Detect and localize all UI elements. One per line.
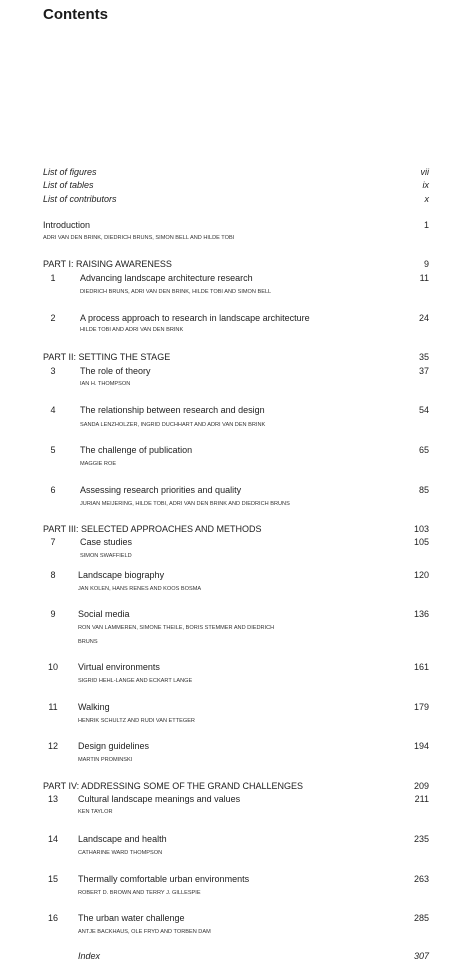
part-label: PART II: SETTING THE STAGE <box>43 352 171 362</box>
chapter-number: 2 <box>50 313 56 323</box>
chapter-number: 7 <box>50 537 56 547</box>
chapter-number: 3 <box>50 366 56 376</box>
chapter-authors: CATHARINE WARD THOMPSON <box>78 850 163 856</box>
chapter-title: Social media <box>78 609 130 619</box>
toc-entry-chapter[interactable] <box>43 874 429 904</box>
toc-entry-chapter[interactable] <box>43 913 429 943</box>
front-matter-page: vii <box>420 167 429 177</box>
part-heading[interactable] <box>43 781 429 792</box>
chapter-page: 194 <box>413 741 429 751</box>
chapter-title: The relationship between research and design <box>80 405 265 415</box>
toc-entry-chapter[interactable] <box>43 485 429 515</box>
toc-entry-chapter[interactable] <box>43 702 429 732</box>
chapter-authors: JURIAN MEIJERING, HILDE TOBI, ADRI VAN DEN BRINK AND DIEDRICH BRUNS <box>80 501 290 507</box>
chapter-page: 136 <box>413 609 429 619</box>
chapter-number: 9 <box>50 609 56 619</box>
front-matter-title: List of figures <box>43 167 97 177</box>
part-page: 9 <box>423 259 429 269</box>
chapter-number: 8 <box>50 570 56 580</box>
chapter-page: 54 <box>418 405 429 415</box>
chapter-page: 24 <box>418 313 429 323</box>
entry-title: Introduction <box>43 220 91 230</box>
toc-entry-chapter[interactable] <box>43 537 429 567</box>
chapter-page: 161 <box>413 662 429 672</box>
chapter-number: 15 <box>47 874 58 884</box>
chapter-page: 263 <box>413 874 429 884</box>
chapter-authors: RON VAN LAMMEREN, SIMONE THEILE, BORIS STEMMER AND DIEDRICH BRUNS <box>78 625 275 645</box>
chapter-title: Design guidelines <box>78 741 150 751</box>
chapter-number: 13 <box>47 794 58 804</box>
toc-entry-introduction[interactable] <box>43 220 429 250</box>
page-title: Contents <box>43 6 108 23</box>
chapter-page: 65 <box>418 445 429 455</box>
chapter-authors: KEN TAYLOR <box>78 809 113 815</box>
part-heading[interactable] <box>43 259 429 270</box>
part-label: PART III: SELECTED APPROACHES AND METHODS <box>43 524 262 534</box>
chapter-authors: IAN H. THOMPSON <box>80 381 131 387</box>
toc-entry-chapter[interactable] <box>43 609 429 649</box>
chapter-authors: JAN KOLEN, HANS RENES AND KOOS BOSMA <box>78 586 202 592</box>
chapter-title: Thermally comfortable urban environments <box>78 874 250 884</box>
chapter-number: 16 <box>47 913 58 923</box>
chapter-title: Assessing research priorities and quality <box>80 485 242 495</box>
front-matter-page: x <box>424 194 429 204</box>
chapter-number: 11 <box>48 702 58 712</box>
toc-entry-chapter[interactable] <box>43 273 429 303</box>
chapter-number: 12 <box>47 741 58 751</box>
chapter-authors: SIMON SWAFFIELD <box>80 553 132 559</box>
chapter-title: Cultural landscape meanings and values <box>78 794 241 804</box>
chapter-title: Landscape and health <box>78 834 167 844</box>
part-label: PART I: RAISING AWARENESS <box>43 259 172 269</box>
chapter-authors: MARTIN PROMINSKI <box>78 757 133 763</box>
toc-entry-chapter[interactable] <box>43 313 429 343</box>
chapter-number: 1 <box>50 273 56 283</box>
toc-entry-chapter[interactable] <box>43 834 429 864</box>
part-page: 103 <box>413 524 429 534</box>
chapter-title: A process approach to research in landscape architecture <box>80 313 310 323</box>
chapter-title: Walking <box>78 702 110 712</box>
part-page: 35 <box>418 352 429 362</box>
part-label: PART IV: ADDRESSING SOME OF THE GRAND CHALLENGES <box>43 781 304 791</box>
index-page: 307 <box>413 951 429 961</box>
chapter-title: The challenge of publication <box>80 445 193 455</box>
chapter-page: 211 <box>414 794 429 804</box>
chapter-authors: ANTJE BACKHAUS, OLE FRYD AND TORBEN DAM <box>78 929 211 935</box>
toc-entry-chapter[interactable] <box>43 405 429 435</box>
chapter-authors: SIGRID HEHL-LANGE AND ECKART LANGE <box>78 678 193 684</box>
toc-entry-chapter[interactable] <box>43 570 429 600</box>
chapter-number: 4 <box>50 405 56 415</box>
chapter-title: Case studies <box>80 537 133 547</box>
chapter-authors: SANDA LENZHOLZER, INGRID DUCHHART AND ADRI VAN DEN BRINK <box>80 422 266 428</box>
front-matter-page: ix <box>422 180 429 190</box>
chapter-title: Virtual environments <box>78 662 160 672</box>
chapter-page: 37 <box>418 366 429 376</box>
chapter-title: Advancing landscape architecture research <box>80 273 253 283</box>
chapter-number: 5 <box>50 445 56 455</box>
toc-entry-chapter[interactable] <box>43 794 429 824</box>
chapter-page: 235 <box>413 834 429 844</box>
chapter-title: Landscape biography <box>78 570 165 580</box>
chapter-page: 11 <box>419 273 429 283</box>
chapter-title: The role of theory <box>80 366 151 376</box>
chapter-authors: DIEDRICH BRUNS, ADRI VAN DEN BRINK, HILDE TOBI AND SIMON BELL <box>80 289 272 295</box>
chapter-page: 120 <box>413 570 429 580</box>
chapter-authors: MAGGIE ROE <box>80 461 117 467</box>
chapter-number: 10 <box>47 662 58 672</box>
chapter-page: 179 <box>413 702 429 712</box>
front-matter-title: List of contributors <box>43 194 117 204</box>
chapter-page: 85 <box>418 485 429 495</box>
chapter-title: The urban water challenge <box>78 913 185 923</box>
front-matter-title: List of tables <box>43 180 94 190</box>
toc-entry-chapter[interactable] <box>43 366 429 396</box>
entry-authors: ADRI VAN DEN BRINK, DIEDRICH BRUNS, SIMON BELL AND HILDE TOBI <box>43 235 235 241</box>
entry-page: 1 <box>423 220 429 230</box>
chapter-page: 105 <box>413 537 429 547</box>
chapter-authors: HILDE TOBI AND ADRI VAN DEN BRINK <box>80 327 184 333</box>
chapter-number: 14 <box>47 834 58 844</box>
part-heading[interactable] <box>43 352 429 363</box>
chapter-number: 6 <box>50 485 56 495</box>
chapter-authors: ROBERT D. BROWN AND TERRY J. GILLESPIE <box>78 890 201 896</box>
chapter-page: 285 <box>413 913 429 923</box>
chapter-authors: HENRIK SCHULTZ AND RUDI VAN ETTEGER <box>78 718 195 724</box>
part-heading[interactable] <box>43 524 429 535</box>
toc-entry-chapter[interactable] <box>43 445 429 475</box>
toc-entry-chapter[interactable] <box>43 741 429 771</box>
toc-entry-chapter[interactable] <box>43 662 429 692</box>
part-page: 209 <box>413 781 429 791</box>
index-title: Index <box>78 951 101 961</box>
